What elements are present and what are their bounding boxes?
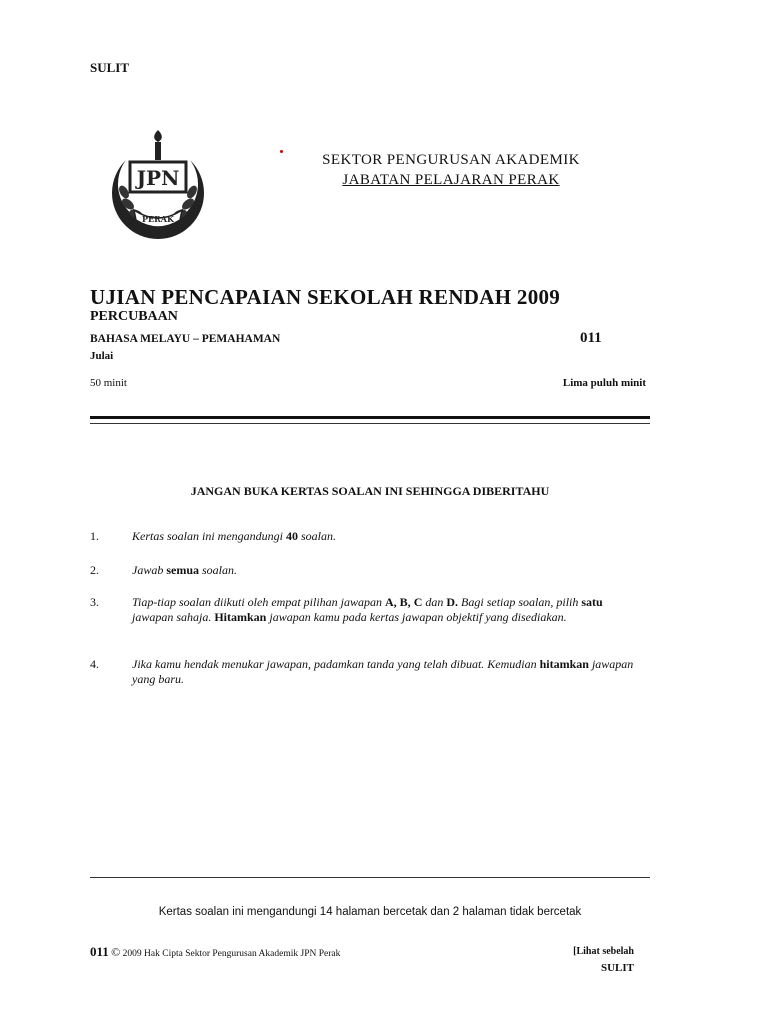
page-count-note: Kertas soalan ini mengandungi 14 halaman bercetak dan 2 halaman tidak bercetak: [158, 906, 582, 918]
exam-subject: BAHASA MELAYU – PEMAHAMAN: [90, 333, 281, 345]
svg-text:PERAK: PERAK: [142, 214, 174, 224]
print-speck: [280, 150, 283, 153]
header-divider-thin: [90, 423, 650, 424]
instruction-text: Kertas soalan ini mengandungi 40 soalan.: [132, 529, 337, 543]
organization-line-1: SEKTOR PENGURUSAN AKADEMIK: [322, 152, 580, 168]
instruction-number: 3.: [90, 595, 99, 609]
duration-numeric: 50 minit: [90, 377, 127, 389]
instruction-number: 4.: [90, 657, 99, 671]
paper-code: 011: [580, 330, 602, 346]
header-divider-thick: [90, 416, 650, 419]
organization-heading: [286, 150, 616, 190]
instruction-text: Jika kamu hendak menukar jawapan, padamkan tanda yang telah dibuat. Kemudian hitamkan jawapan yang baru.: [132, 657, 634, 686]
duration-words: Lima puluh minit: [562, 377, 646, 389]
footer-paper-code: 011: [90, 944, 109, 959]
exam-subtitle: PERCUBAAN: [90, 309, 178, 324]
classification-label-bottom: SULIT: [600, 962, 634, 974]
copyright-symbol: ©: [111, 945, 121, 959]
svg-text:JPN: JPN: [136, 166, 180, 190]
footer-divider: [90, 877, 650, 878]
exam-month: Julai: [90, 350, 114, 362]
classification-label-top: SULIT: [90, 60, 130, 75]
organization-line-2: JABATAN PELAJARAN PERAK: [342, 172, 560, 188]
do-not-open-warning: JANGAN BUKA KERTAS SOALAN INI SEHINGGA DIBERITAHU: [190, 484, 550, 498]
instruction-text: Jawab semua soalan.: [132, 563, 238, 577]
copyright-line: [90, 944, 340, 960]
crest-emblem-icon: [104, 130, 212, 240]
instruction-number: 2.: [90, 563, 99, 577]
jpn-perak-logo: [104, 130, 212, 240]
instruction-number: 1.: [90, 529, 99, 543]
copyright-text: 2009 Hak Cipta Sektor Pengurusan Akademik JPN Perak: [120, 949, 341, 959]
see-next-page-label: [Lihat sebelah: [573, 946, 634, 957]
exam-title: UJIAN PENCAPAIAN SEKOLAH RENDAH 2009: [90, 285, 561, 309]
instruction-text: Tiap-tiap soalan diikuti oleh empat pilihan jawapan A, B, C dan D. Bagi setiap soalan, pilih satu jawapan sahaja. Hitamkan jawapan kamu pada kertas jawapan objektif yang disediakan.: [132, 595, 603, 624]
